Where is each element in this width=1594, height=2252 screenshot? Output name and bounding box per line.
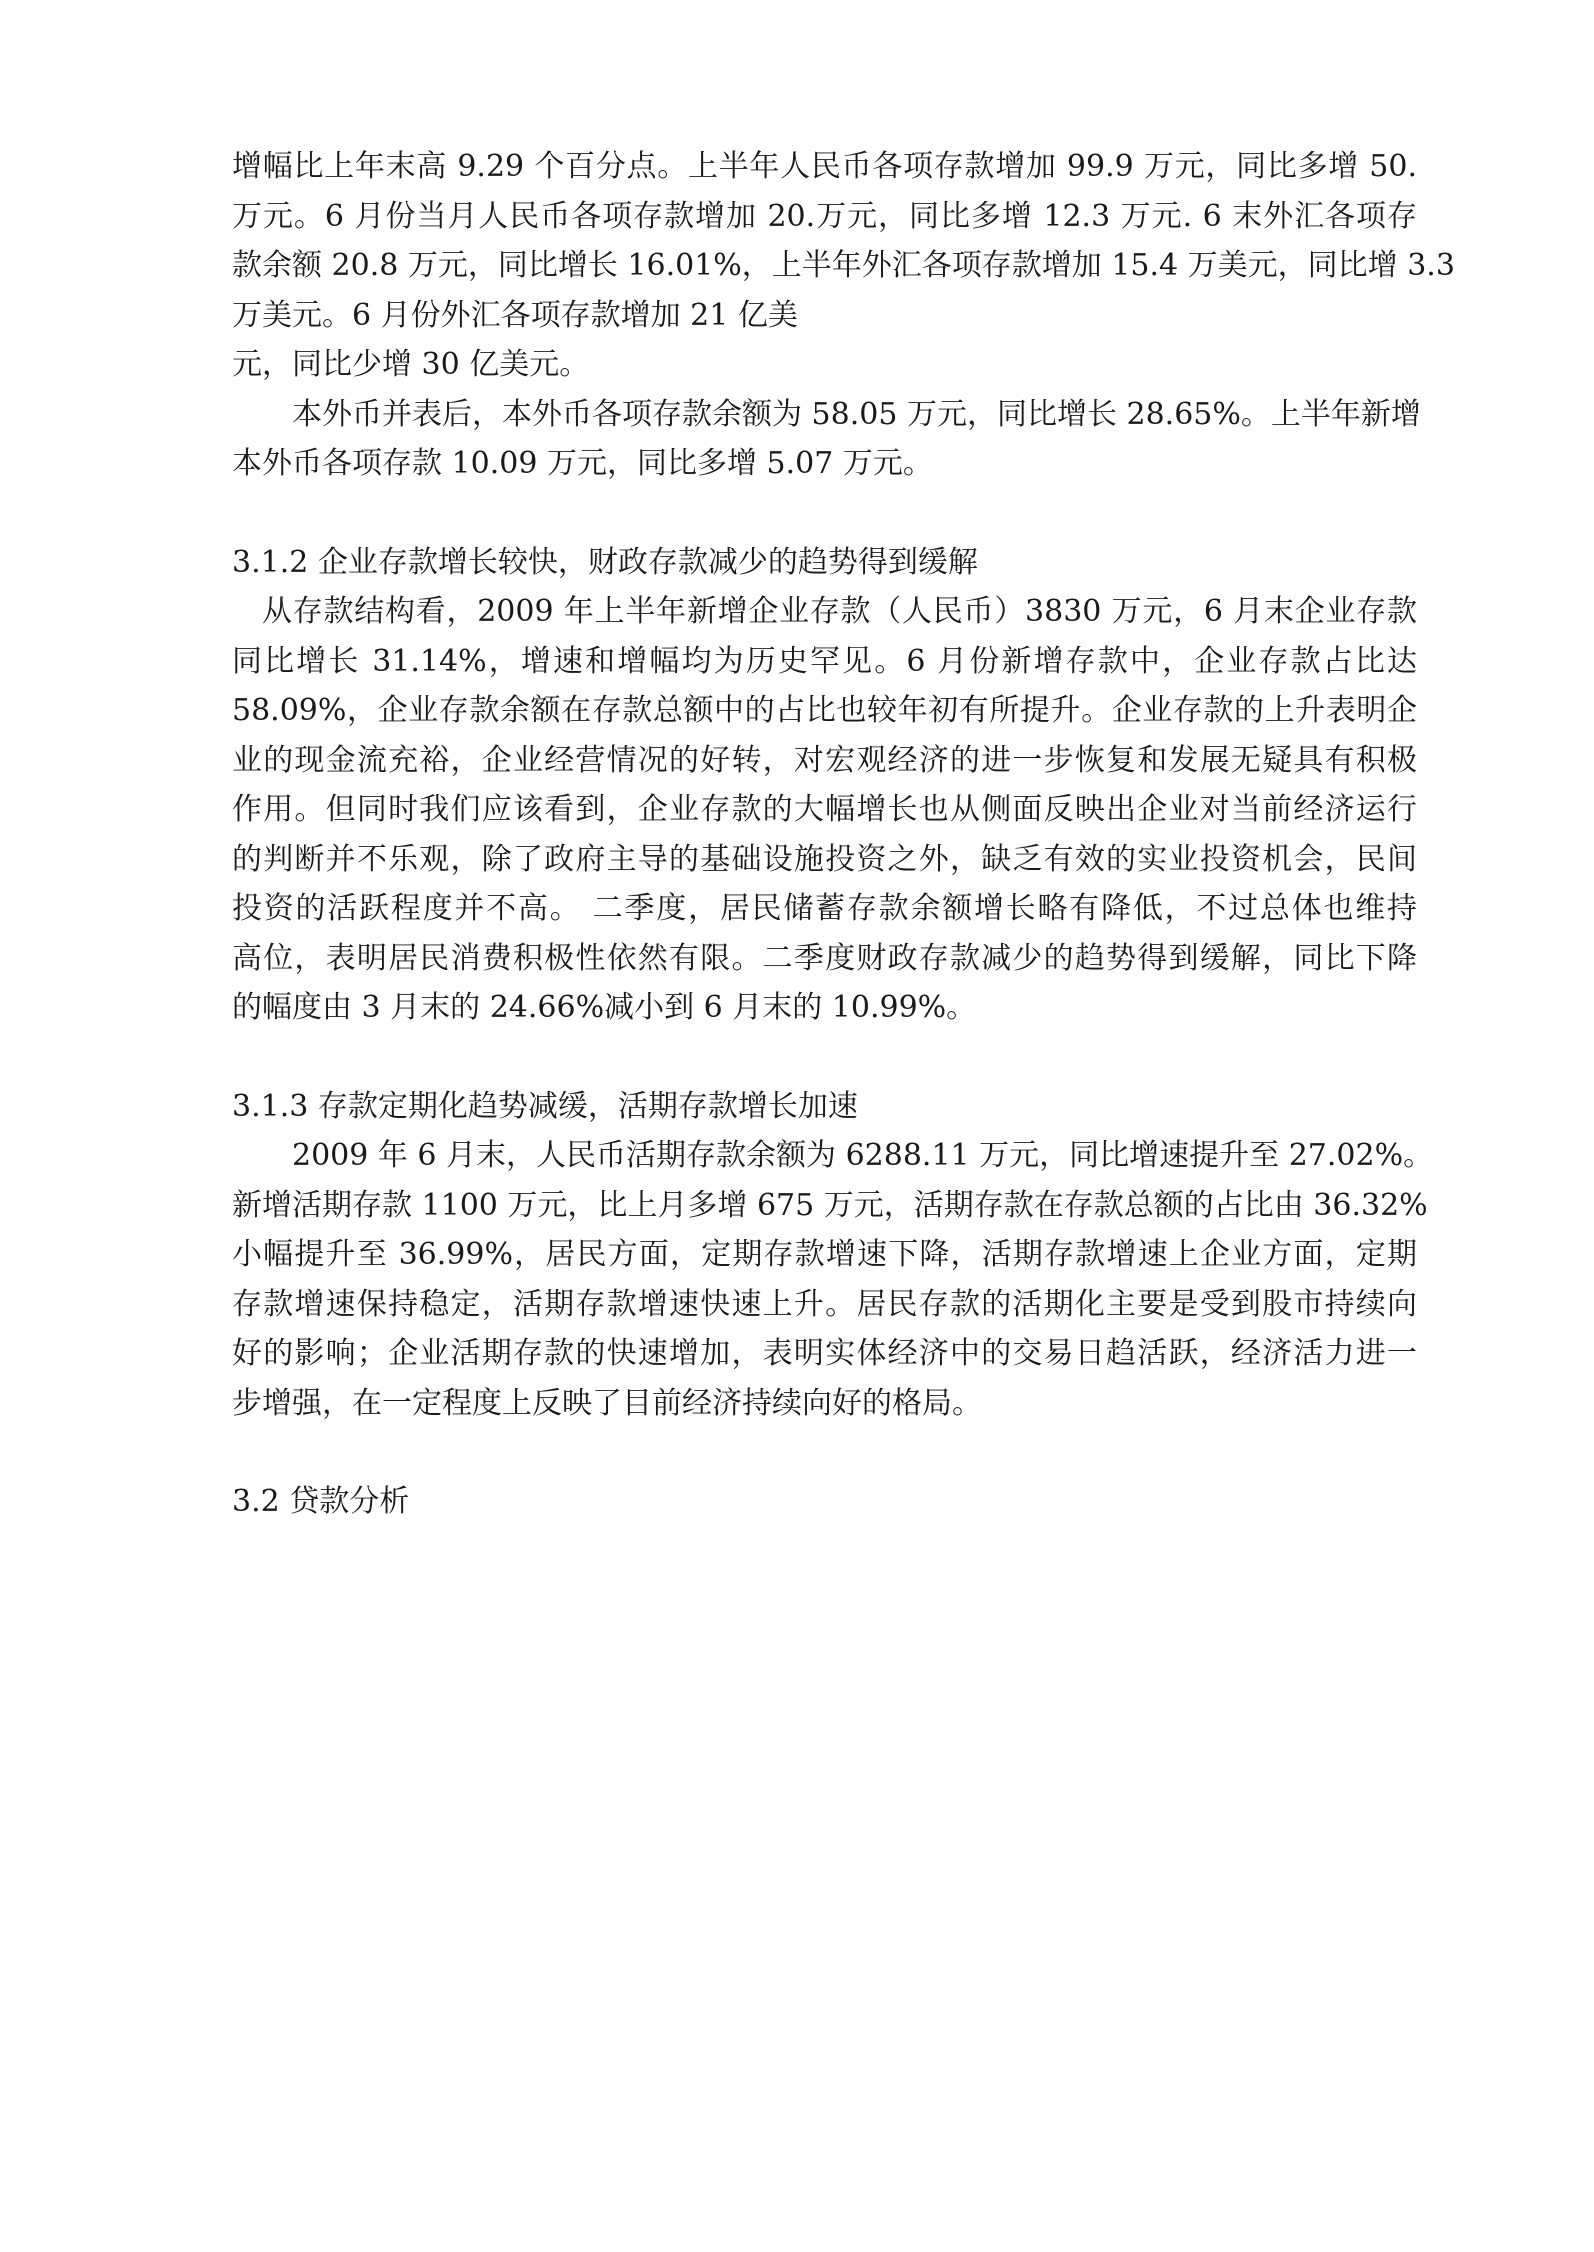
text-line: 元，同比少增 30 亿美元。	[232, 347, 590, 382]
text-line: 作用。但同时我们应该看到，企业存款的大幅增长也从侧面反映出企业对当前经济运行	[232, 792, 1417, 827]
text-line: 款余额 20.8 万元，同比增长 16.01%，上半年外汇各项存款增加 15.4 万美元，同比增 3.3	[232, 248, 1455, 283]
text-line: 2009 年 6 月末，人民币活期存款余额为 6288.11 万元，同比增速提升至 27.02%。	[292, 1138, 1434, 1173]
text-line: 小幅提升至 36.99%，居民方面，定期存款增速下降，活期存款增速上企业方面，定期	[232, 1237, 1417, 1272]
text-line: 同比增长 31.14%，增速和增幅均为历史罕见。6 月份新增存款中，企业存款占比达	[232, 643, 1417, 679]
text-line: 新增活期存款 1100 万元，比上月多增 675 万元，活期存款在存款总额的占比由 36.32%	[232, 1187, 1428, 1223]
section-heading-3-1-3: 3.1.3 存款定期化趋势减缓，活期存款增长加速	[232, 1088, 858, 1124]
text-line: 增幅比上年末高 9.29 个百分点。上半年人民币各项存款增加 99.9 万元，同比多增 50.	[232, 149, 1417, 184]
paragraph-deposit-summary	[232, 142, 1455, 390]
paragraph-demand-deposits	[232, 1131, 1434, 1428]
text-line: 投资的活跃程度并不高。 二季度，居民储蓄存款余额增长略有降低，不过总体也维持	[232, 891, 1417, 926]
paragraph-enterprise-deposits	[232, 587, 1417, 1033]
text-line: 本外币并表后，本外币各项存款余额为 58.05 万元，同比增长 28.65%。上半年新增	[292, 396, 1421, 432]
text-line: 存款增速保持稳定，活期存款增速快速上升。居民存款的活期化主要是受到股市持续向	[232, 1286, 1417, 1322]
text-line: 万美元。6 月份外汇各项存款增加 21 亿美	[232, 297, 798, 333]
text-line: 好的影响；企业活期存款的快速增加，表明实体经济中的交易日趋活跃，经济活力进一	[232, 1336, 1417, 1371]
section-heading-3-1-2: 3.1.2 企业存款增长较快，财政存款减少的趋势得到缓解	[232, 544, 978, 580]
text-line: 的判断并不乐观，除了政府主导的基础设施投资之外，缺乏有效的实业投资机会，民间	[232, 841, 1417, 877]
text-line: 58.09%，企业存款余额在存款总额中的占比也较年初有所提升。企业存款的上升表明企	[232, 693, 1417, 728]
text-line: 业的现金流充裕，企业经营情况的好转，对宏观经济的进一步恢复和发展无疑具有积极	[232, 742, 1417, 778]
text-line: 从存款结构看，2009 年上半年新增企业存款（人民币）3830 万元，6 月末企业存款	[262, 594, 1417, 629]
text-line: 步增强，在一定程度上反映了目前经济持续向好的格局。	[232, 1385, 982, 1421]
section-heading-3-2: 3.2 贷款分析	[232, 1484, 410, 1519]
paragraph-combined-currency	[232, 390, 1421, 489]
text-line: 本外币各项存款 10.09 万元，同比多增 5.07 万元。	[232, 446, 933, 481]
text-line: 万元。6 月份当月人民币各项存款增加 20.万元，同比多增 12.3 万元. 6 末外汇各项存	[232, 198, 1417, 234]
text-line: 高位，表明居民消费积极性依然有限。二季度财政存款减少的趋势得到缓解，同比下降	[232, 940, 1417, 976]
paragraph-spacer	[232, 1428, 1417, 1477]
document-body	[232, 142, 1455, 1527]
text-line: 的幅度由 3 月末的 24.66%减小到 6 月末的 10.99%。	[232, 990, 977, 1025]
paragraph-spacer	[232, 489, 1417, 538]
paragraph-spacer	[232, 1033, 1417, 1082]
